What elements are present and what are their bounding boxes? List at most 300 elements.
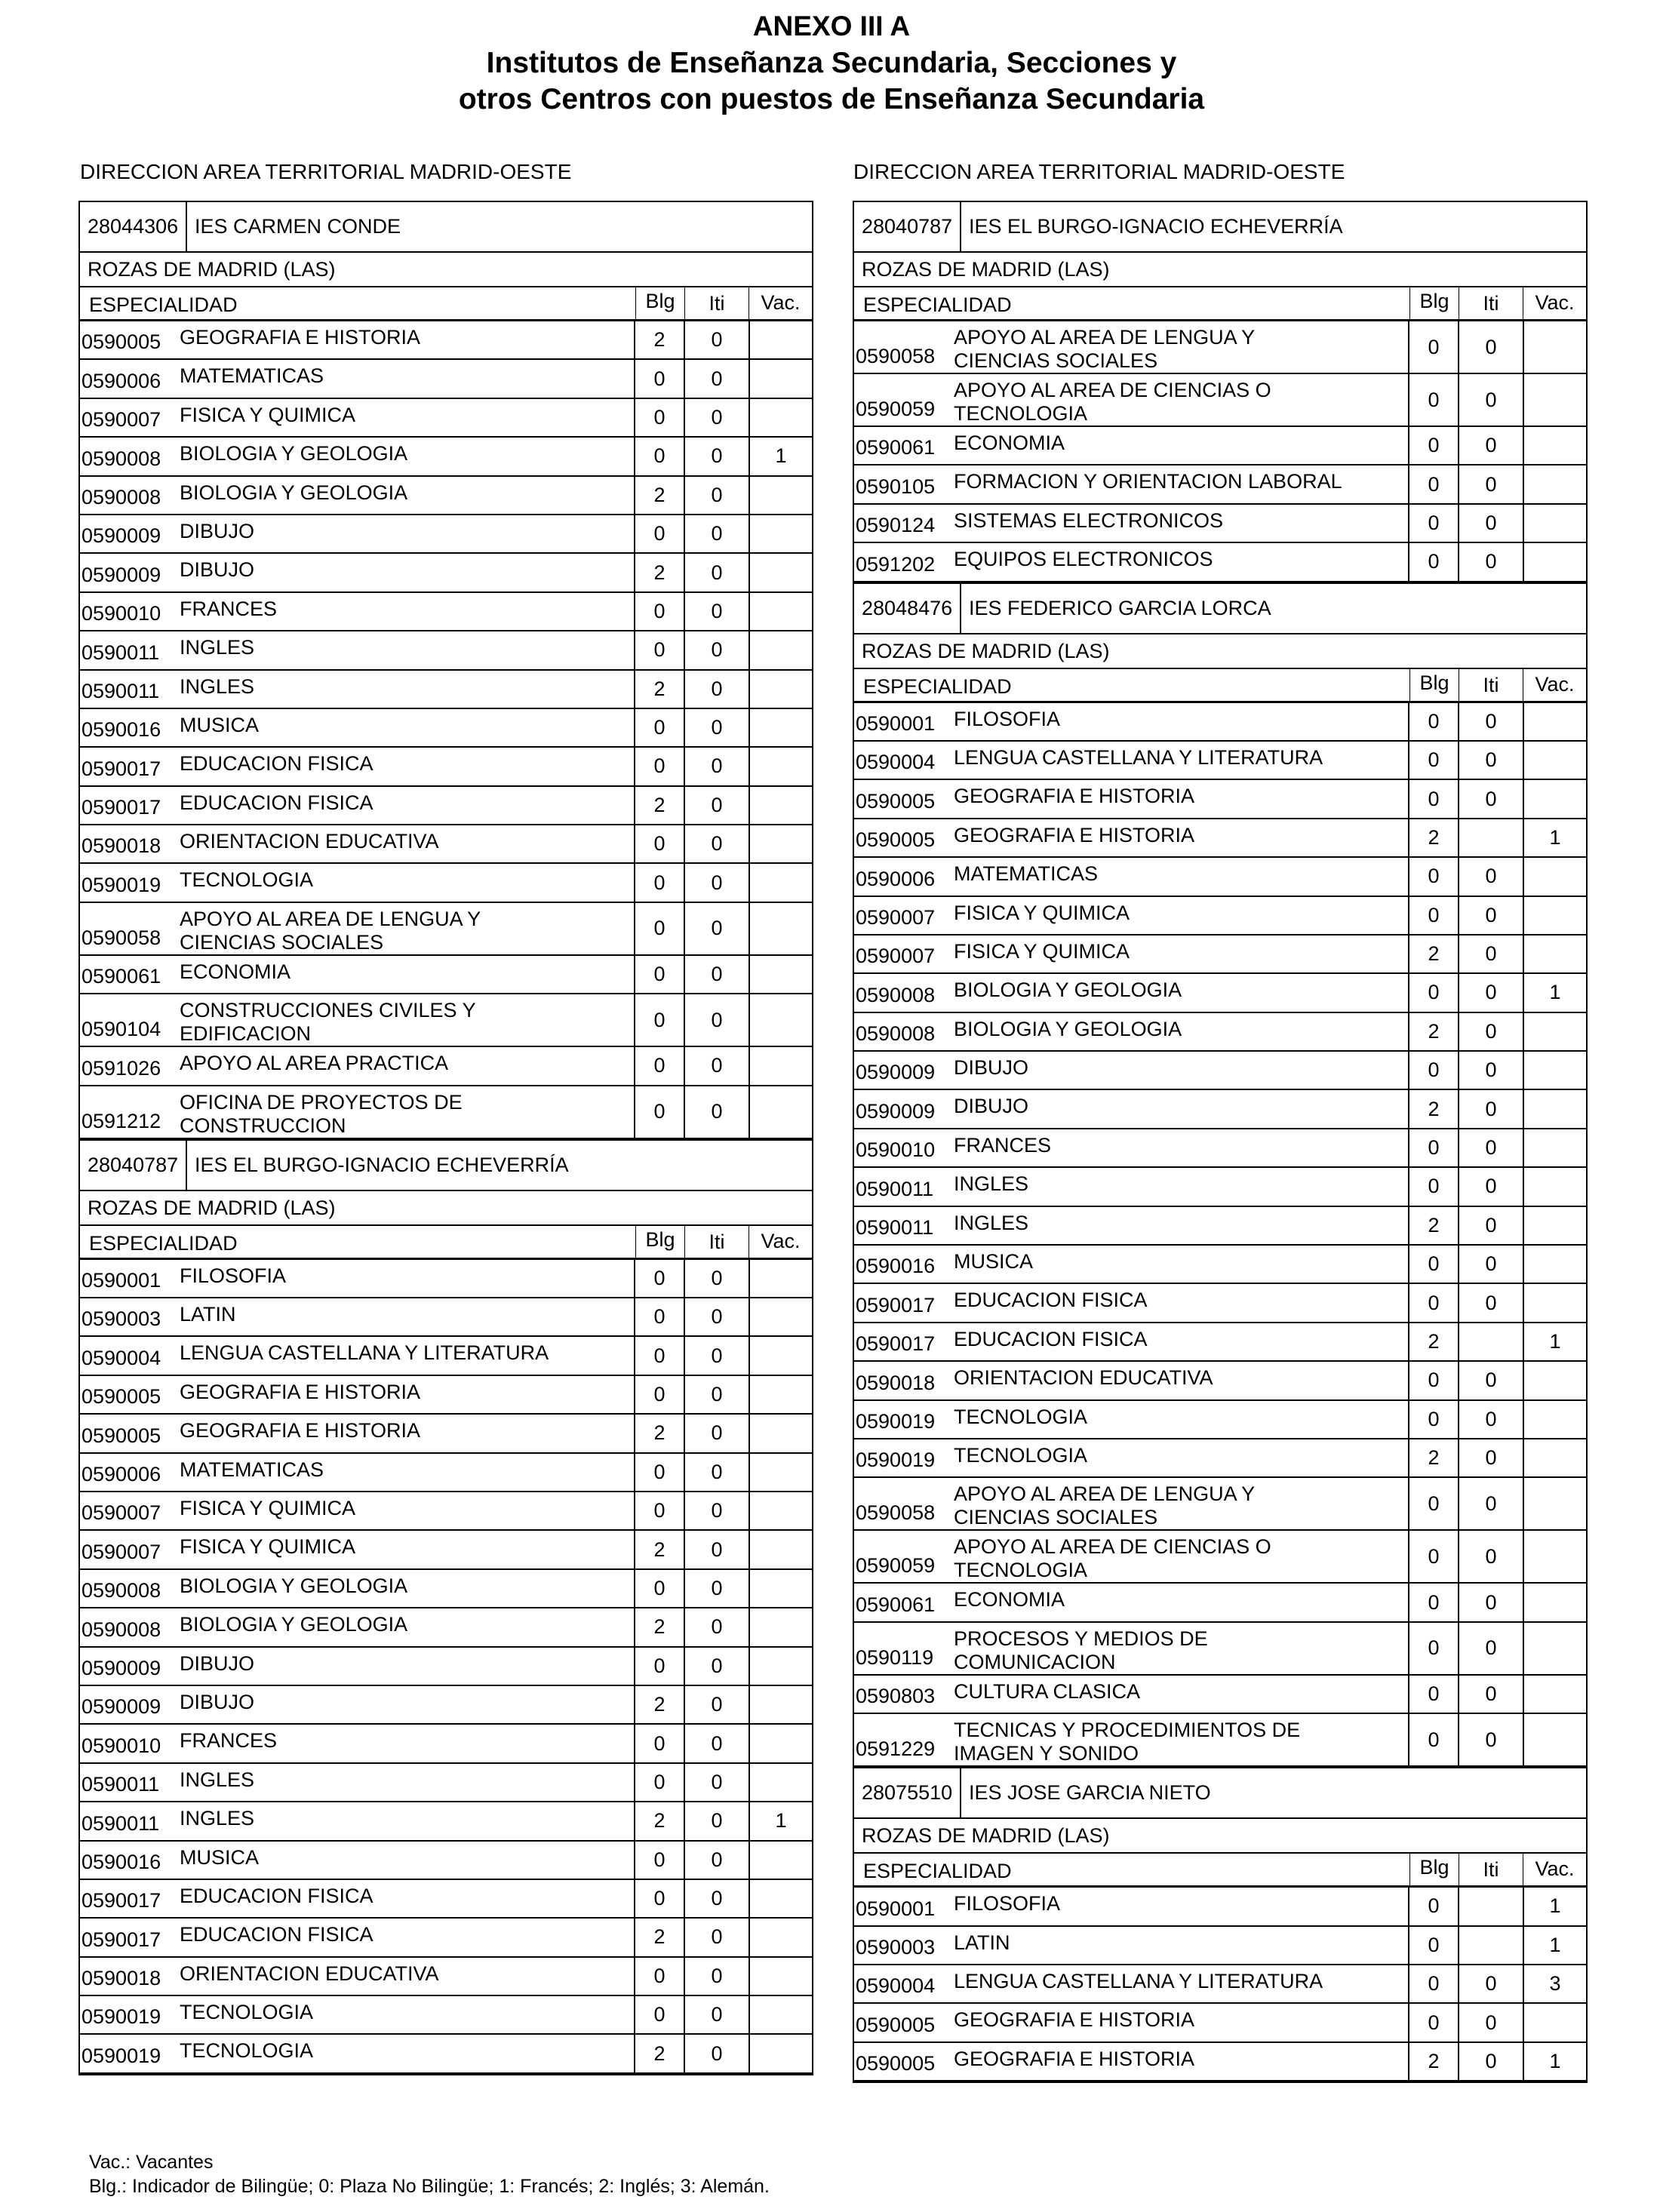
specialty-name: [946, 858, 1408, 895]
specialty-name-line: FISICA Y QUIMICA: [180, 403, 356, 426]
vac-value: [1523, 543, 1586, 580]
iti-value: 0: [1458, 1965, 1523, 2002]
specialty-name: [172, 1608, 634, 1645]
header-especialidad: ESPECIALIDAD: [863, 293, 1012, 316]
specialty-name: [172, 1454, 634, 1491]
iti-value: 0: [1458, 2043, 1523, 2080]
table-row: [80, 1454, 812, 1492]
specialty-code: 0590008: [81, 447, 161, 470]
table-row: [854, 465, 1586, 504]
specialty-name-line-2: CONSTRUCCION: [180, 1114, 346, 1137]
specialty-code: 0590017: [81, 1889, 161, 1912]
specialty-name: [172, 994, 634, 1046]
iti-value: 0: [684, 2035, 749, 2072]
legend-bilingue: Blg.: Indicador de Bilingüe; 0: Plaza No Bilingüe; 1: Francés; 2: Inglés; 3: Alemán.: [89, 2176, 770, 2197]
table-row: [854, 935, 1586, 974]
blg-value: 0: [634, 515, 684, 552]
vac-value: [1523, 1284, 1586, 1321]
specialty-name: [172, 593, 634, 630]
specialty-name: [172, 1842, 634, 1879]
table-row: [80, 864, 812, 902]
table-row: [854, 1168, 1586, 1206]
table-row: [854, 742, 1586, 780]
specialty-name-line: APOYO AL AREA DE LENGUA Y: [180, 907, 481, 930]
blg-value: 0: [1408, 1362, 1458, 1399]
specialty-code: 0590058: [81, 926, 161, 949]
specialty-name-line: EDUCACION FISICA: [180, 1884, 373, 1907]
header-iti: Iti: [1459, 669, 1523, 701]
specialty-name: [946, 1168, 1408, 1205]
specialty-name-line: INGLES: [180, 636, 255, 659]
specialty-name: [946, 427, 1408, 464]
blg-value: 2: [634, 477, 684, 514]
specialty-name-line: APOYO AL AREA DE LENGUA Y: [954, 1482, 1256, 1506]
specialty-code: 0590105: [856, 475, 936, 498]
iti-value: 0: [1458, 321, 1523, 373]
blg-value: 0: [634, 1764, 684, 1801]
blg-value: 2: [1408, 1323, 1458, 1360]
table-row: [854, 1927, 1586, 1965]
iti-value: 0: [1458, 1676, 1523, 1713]
specialty-code: 0590011: [856, 1177, 934, 1200]
iti-value: 0: [1458, 1531, 1523, 1582]
iti-value: 0: [1458, 465, 1523, 502]
iti-value: 0: [1458, 974, 1523, 1011]
table-header: [80, 1226, 812, 1260]
specialty-name: [172, 1086, 634, 1138]
vac-value: [1523, 505, 1586, 542]
header-iti: Iti: [684, 1226, 749, 1258]
iti-value: 0: [1458, 742, 1523, 779]
vac-value: [1523, 465, 1586, 502]
specialty-code: 0590007: [856, 945, 936, 968]
specialty-name-line: BIOLOGIA Y GEOLOGIA: [954, 1017, 1182, 1040]
table-row: [80, 1880, 812, 1919]
table-row: [80, 1686, 812, 1725]
specialty-code: 0590005: [856, 828, 936, 852]
specialty-name: [172, 787, 634, 824]
table-row: [854, 1052, 1586, 1090]
specialty-code: 0590016: [81, 718, 161, 742]
blg-value: 0: [634, 956, 684, 993]
vac-value: [749, 1047, 812, 1084]
iti-value: 0: [684, 956, 749, 993]
vac-value: [1523, 780, 1586, 817]
blg-value: 0: [634, 438, 684, 475]
blg-value: 0: [634, 1337, 684, 1374]
specialty-code: 0590009: [81, 563, 161, 586]
specialty-code: 0590017: [81, 1928, 161, 1951]
area-heading-left: DIRECCION AREA TERRITORIAL MADRID-OESTE: [80, 160, 572, 183]
specialty-name-line: EDUCACION FISICA: [180, 791, 373, 814]
vac-value: [1523, 1168, 1586, 1205]
specialty-name-line: BIOLOGIA Y GEOLOGIA: [954, 979, 1182, 1002]
iti-value: 0: [684, 864, 749, 901]
specialty-code: 0590010: [81, 602, 161, 625]
specialty-name-line: DIBUJO: [954, 1056, 1029, 1080]
specialty-code: 0590017: [856, 1293, 936, 1316]
vac-value: [1523, 703, 1586, 740]
specialty-name: [946, 703, 1408, 740]
specialty-name: [172, 360, 634, 397]
blg-value: 0: [634, 399, 684, 436]
iti-value: [1458, 819, 1523, 856]
blg-value: 2: [634, 554, 684, 591]
table-row: [854, 427, 1586, 465]
vac-value: [749, 1570, 812, 1607]
specialty-name: [946, 465, 1408, 502]
vac-value: [749, 671, 812, 708]
table-row: [854, 374, 1586, 427]
specialty-name: [946, 1531, 1408, 1582]
table-row: [80, 1919, 812, 1957]
specialty-code: 0590017: [856, 1332, 936, 1356]
table-row: [80, 1047, 812, 1086]
vac-value: [1523, 1478, 1586, 1529]
specialty-name: [946, 1207, 1408, 1244]
specialty-name: [946, 374, 1408, 426]
specialty-code: 0590059: [856, 398, 936, 420]
vac-value: [749, 1958, 812, 1995]
specialty-code: 0590003: [856, 1935, 936, 1959]
specialty-name: [946, 1284, 1408, 1321]
iti-value: 0: [684, 1570, 749, 1607]
vac-value: 1: [1523, 1888, 1586, 1925]
specialty-name: [946, 1478, 1408, 1529]
specialty-name: [946, 1623, 1408, 1674]
specialty-name-line: ORIENTACION EDUCATIVA: [954, 1366, 1213, 1390]
school-town: ROZAS DE MADRID (LAS): [80, 1191, 812, 1226]
blg-value: 0: [1408, 1401, 1458, 1438]
vac-value: [749, 1919, 812, 1955]
specialty-name: [946, 1090, 1408, 1127]
specialty-code: 0590009: [856, 1099, 936, 1123]
iti-value: 0: [684, 787, 749, 824]
specialty-code: 0590004: [856, 751, 936, 774]
specialty-name: [946, 1584, 1408, 1621]
specialty-code: 0590001: [856, 711, 936, 735]
vac-value: [1523, 321, 1586, 373]
table-row: [80, 1086, 812, 1139]
iti-value: 0: [1458, 1714, 1523, 1765]
specialty-name-line: INGLES: [954, 1211, 1029, 1234]
table-row: [854, 1531, 1586, 1584]
header-vac: Vac.: [749, 1226, 812, 1258]
iti-value: [1458, 1927, 1523, 1964]
vac-value: [749, 554, 812, 591]
specialty-code: 0590009: [81, 1695, 161, 1719]
specialty-code: 0590018: [81, 834, 161, 858]
vac-value: [749, 1880, 812, 1917]
table-row: [80, 903, 812, 956]
blg-value: 0: [1408, 1965, 1458, 2002]
table-row: [854, 1207, 1586, 1246]
specialty-code: 0590007: [81, 1501, 161, 1525]
table-row: [80, 1648, 812, 1686]
specialty-code: 0590019: [856, 1409, 936, 1433]
specialty-name: [172, 903, 634, 954]
specialty-name-line: FILOSOFIA: [954, 707, 1061, 730]
iti-value: 0: [684, 1648, 749, 1685]
specialty-name-line: APOYO AL AREA PRACTICA: [180, 1052, 449, 1075]
blg-value: 0: [1408, 780, 1458, 817]
specialty-name-line: MATEMATICAS: [180, 364, 324, 388]
vac-value: [1523, 1013, 1586, 1050]
specialty-name: [946, 935, 1408, 972]
vac-value: [749, 787, 812, 824]
table-row: [854, 1965, 1586, 2004]
specialty-code: 0590017: [81, 757, 161, 780]
specialty-name: [172, 748, 634, 785]
specialty-code: 0590005: [856, 789, 936, 813]
specialty-code: 0590006: [81, 1462, 161, 1485]
blg-value: 0: [1408, 1584, 1458, 1621]
specialty-code: 0590018: [81, 1967, 161, 1990]
school-header: [854, 201, 1586, 253]
vac-value: [749, 321, 812, 358]
vac-value: 1: [1523, 2043, 1586, 2080]
blg-value: 2: [634, 787, 684, 824]
specialty-name-line: DIBUJO: [180, 558, 255, 582]
iti-value: 0: [1458, 897, 1523, 934]
specialty-name-line: INGLES: [180, 1768, 255, 1791]
blg-value: 0: [1408, 1168, 1458, 1205]
specialty-code: 0591202: [856, 552, 936, 576]
school-name: IES EL BURGO-IGNACIO ECHEVERRÍA: [969, 215, 1343, 238]
specialty-code: 0590009: [856, 1061, 936, 1084]
vac-value: [749, 631, 812, 668]
table-row: [854, 974, 1586, 1012]
vac-value: 1: [749, 1802, 812, 1839]
blg-value: 0: [1408, 1478, 1458, 1529]
specialty-name-line: MUSICA: [180, 713, 260, 736]
specialty-name-line: FORMACION Y ORIENTACION LABORAL: [954, 470, 1342, 493]
specialty-code: 0590010: [81, 1734, 161, 1757]
table-row: [854, 1439, 1586, 1478]
vac-value: [1523, 1129, 1586, 1166]
specialty-code: 0591212: [81, 1109, 161, 1132]
vac-value: [749, 864, 812, 901]
header-blg: Blg: [1409, 287, 1459, 319]
iti-value: 0: [684, 1086, 749, 1138]
iti-value: 0: [684, 1996, 749, 2033]
specialty-name-line: EQUIPOS ELECTRONICOS: [954, 548, 1213, 571]
blg-value: 0: [1408, 974, 1458, 1011]
vac-value: [749, 2035, 812, 2072]
specialty-name-line: GEOGRAFIA E HISTORIA: [954, 2008, 1195, 2032]
specialty-name-line-2: TECNOLOGIA: [954, 402, 1088, 425]
specialty-name-line: OFICINA DE PROYECTOS DE: [180, 1090, 463, 1114]
specialty-code: 0590017: [81, 796, 161, 819]
specialty-name: [946, 1676, 1408, 1713]
table-row: [80, 631, 812, 670]
specialty-name: [172, 1648, 634, 1685]
iti-value: 0: [684, 1415, 749, 1452]
iti-value: 0: [1458, 505, 1523, 542]
blg-value: 0: [1408, 1676, 1458, 1713]
iti-value: 0: [684, 671, 749, 708]
vac-value: [1523, 858, 1586, 895]
iti-value: 0: [684, 477, 749, 514]
header-iti: Iti: [684, 287, 749, 319]
specialty-name-line: BIOLOGIA Y GEOLOGIA: [180, 442, 408, 465]
table-row: [854, 819, 1586, 858]
specialty-name-line: CULTURA CLASICA: [954, 1679, 1141, 1703]
specialty-name-line: TECNICAS Y PROCEDIMIENTOS DE: [954, 1719, 1301, 1742]
blg-value: 0: [1408, 1052, 1458, 1089]
specialty-name: [946, 505, 1408, 542]
header-iti: Iti: [1459, 1854, 1523, 1885]
vac-value: [749, 994, 812, 1046]
specialty-name-line: GEOGRAFIA E HISTORIA: [954, 2047, 1195, 2070]
school-code: 28044306: [80, 202, 187, 251]
specialty-name-line: INGLES: [954, 1172, 1029, 1196]
vac-value: [1523, 742, 1586, 779]
blg-value: 0: [1408, 858, 1458, 895]
specialty-code: 0590006: [856, 867, 936, 890]
iti-value: 0: [684, 1376, 749, 1413]
table-row: [854, 321, 1586, 374]
specialty-code: 0590061: [856, 436, 936, 459]
blg-value: 0: [1408, 465, 1458, 502]
iti-value: 0: [684, 709, 749, 746]
blg-value: 0: [634, 1996, 684, 2033]
table-row: [80, 477, 812, 515]
specialty-name: [172, 1725, 634, 1762]
vac-value: [749, 1298, 812, 1335]
specialty-code: 0590008: [856, 1022, 936, 1046]
blg-value: 0: [634, 1047, 684, 1084]
iti-value: 0: [684, 1260, 749, 1297]
blg-value: 0: [634, 593, 684, 630]
vac-value: [749, 399, 812, 436]
specialty-name: [172, 321, 634, 358]
specialty-name-line: PROCESOS Y MEDIOS DE: [954, 1627, 1208, 1650]
table-row: [854, 1478, 1586, 1531]
specialty-code: 0590061: [856, 1593, 936, 1616]
specialty-name: [946, 1714, 1408, 1765]
specialty-name: [946, 1401, 1408, 1438]
specialty-name: [946, 780, 1408, 817]
specialty-name-line: EDUCACION FISICA: [180, 752, 373, 776]
specialty-name: [946, 974, 1408, 1011]
school-code: 28040787: [80, 1141, 187, 1190]
table-row: [854, 703, 1586, 742]
blg-value: 0: [634, 825, 684, 862]
table-row: [80, 1842, 812, 1880]
vac-value: [749, 1725, 812, 1762]
specialty-name-line: FILOSOFIA: [954, 1892, 1061, 1916]
page-subtitle-line-1: Institutos de Enseñanza Secundaria, Secciones y: [486, 47, 1177, 79]
iti-value: [1458, 1323, 1523, 1360]
blg-value: 2: [634, 1802, 684, 1839]
specialty-name: [172, 515, 634, 552]
specialty-name-line: MATEMATICAS: [180, 1458, 324, 1481]
table-row: [854, 858, 1586, 896]
vac-value: [749, 477, 812, 514]
blg-value: 0: [634, 631, 684, 668]
specialty-name-line: MUSICA: [954, 1250, 1034, 1273]
blg-value: 0: [1408, 1284, 1458, 1321]
specialty-code: 0590008: [81, 1618, 161, 1641]
table-row: [854, 1888, 1586, 1926]
iti-value: 0: [1458, 543, 1523, 580]
vac-value: [749, 1996, 812, 2033]
blg-value: 0: [634, 1492, 684, 1529]
iti-value: 0: [1458, 1584, 1523, 1621]
blg-value: 2: [1408, 1013, 1458, 1050]
blg-value: 0: [1408, 703, 1458, 740]
specialty-name-line-2: COMUNICACION: [954, 1650, 1116, 1673]
vac-value: [749, 903, 812, 954]
specialty-name-line: EDUCACION FISICA: [180, 1923, 373, 1946]
specialty-name: [172, 1492, 634, 1529]
specialty-name-line: APOYO AL AREA DE CIENCIAS O: [954, 1535, 1271, 1559]
specialty-name-line: GEOGRAFIA E HISTORIA: [180, 1419, 421, 1442]
blg-value: 0: [634, 360, 684, 397]
specialty-code: 0590005: [81, 1385, 161, 1409]
blg-value: 2: [634, 1686, 684, 1723]
specialty-code: 0590016: [81, 1850, 161, 1873]
specialty-name-line: FILOSOFIA: [180, 1264, 287, 1287]
blg-value: 2: [634, 1919, 684, 1955]
specialty-code: 0590019: [81, 873, 161, 896]
table-row: [854, 897, 1586, 935]
iti-value: 0: [684, 593, 749, 630]
specialty-name-line: LENGUA CASTELLANA Y LITERATURA: [180, 1341, 549, 1365]
specialty-name-line: FRANCES: [180, 1729, 278, 1753]
iti-value: 0: [1458, 1207, 1523, 1244]
specialty-code: 0590011: [81, 679, 160, 702]
specialty-name-line-2: TECNOLOGIA: [954, 1559, 1088, 1582]
specialty-code: 0590058: [856, 345, 936, 367]
iti-value: 0: [684, 1919, 749, 1955]
iti-value: 0: [1458, 1052, 1523, 1089]
specialty-name-line: MUSICA: [180, 1845, 260, 1869]
specialty-name: [946, 1052, 1408, 1089]
table-row: [80, 1764, 812, 1802]
iti-value: 0: [684, 554, 749, 591]
header-iti: Iti: [1459, 287, 1523, 319]
specialty-name: [172, 438, 634, 475]
specialty-name: [946, 819, 1408, 856]
specialty-code: 0590019: [81, 2005, 161, 2029]
vac-value: [749, 1415, 812, 1452]
specialty-code: 0590011: [81, 1811, 160, 1835]
specialty-name: [172, 1958, 634, 1995]
specialty-code: 0590011: [81, 1773, 160, 1796]
table-header: [854, 669, 1586, 703]
iti-value: 0: [1458, 858, 1523, 895]
iti-value: 0: [1458, 1623, 1523, 1674]
specialty-name-line: BIOLOGIA Y GEOLOGIA: [180, 481, 408, 504]
blg-value: 0: [634, 1376, 684, 1413]
table-row: [854, 1284, 1586, 1323]
header-especialidad: ESPECIALIDAD: [863, 1860, 1012, 1883]
table-row: [80, 438, 812, 476]
school-header: [80, 201, 812, 253]
specialty-name: [172, 1298, 634, 1335]
blg-value: 0: [634, 994, 684, 1046]
table-row: [80, 554, 812, 592]
table-row: [80, 1608, 812, 1647]
specialty-code: 0590008: [81, 485, 161, 508]
vac-value: [1523, 897, 1586, 934]
iti-value: 0: [1458, 1439, 1523, 1476]
vac-value: [1523, 1439, 1586, 1476]
vac-value: [749, 593, 812, 630]
blg-value: 0: [1408, 1129, 1458, 1166]
